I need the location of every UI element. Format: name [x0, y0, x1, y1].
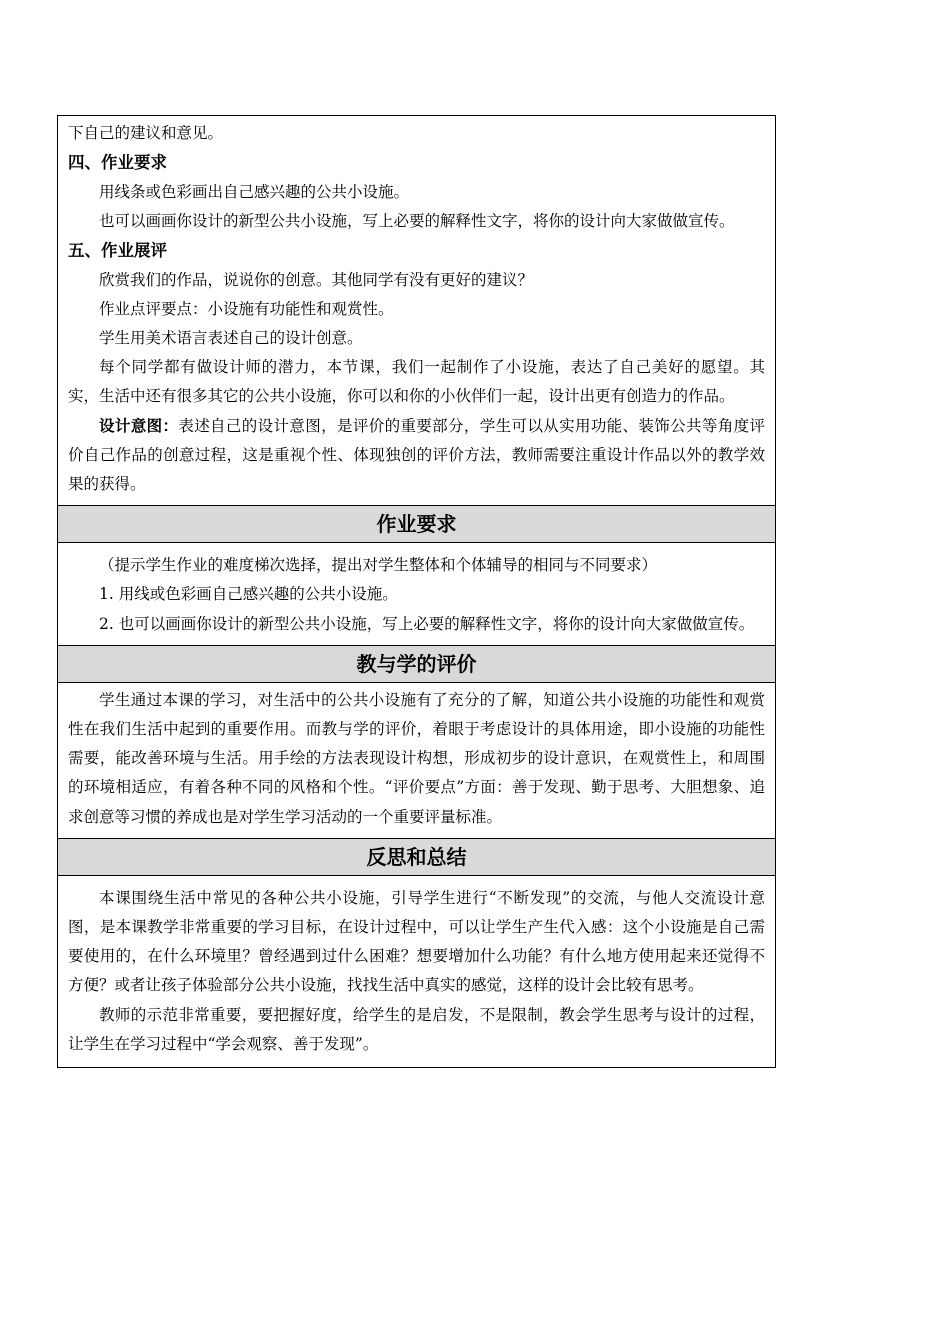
homework-item-1: 1. 用线或色彩画自己感兴趣的公共小设施。	[99, 585, 398, 604]
evaluation-header: 教与学的评价	[58, 645, 775, 683]
homework-cell	[58, 543, 775, 645]
four-paragraph-2: 也可以画画你设计的新型公共小设施，写上必要的解释性文字，将你的设计向大家做做宣传。	[99, 211, 735, 230]
evaluation-text: 学生通过本课的学习，对生活中的公共小设施有了充分的了解，知道公共小设施的功能性和观赏性在我们生活中起到的重要作用。而教与学的评价，着眼于考虑设计的具体用途，即小设施的功能性需要，能改善环境与生活。用手绘的方法表现设计构想，形成初步的设计意识，在观赏性上，和周围的环境相适应，有着各种不同的风格和个性。“评价要点”方面：善于发现、勤于思考、大胆想象、追求创意等习惯的养成也是对学生学习活动的一个重要评量标准。	[68, 690, 765, 826]
lesson-plan-table	[57, 115, 776, 1068]
five-paragraph-1: 欣赏我们的作品，说说你的创意。其他同学有没有更好的建议？	[99, 270, 534, 289]
five-paragraph-2: 作业点评要点：小设施有功能性和观赏性。	[99, 299, 394, 318]
reflection-paragraph-2: 教师的示范非常重要，要把握好度，给学生的是启发，不是限制，教会学生思考与设计的过程，让学生在学习过程中“学会观察、善于发现”。	[68, 1005, 765, 1053]
design-intent-paragraph	[68, 412, 765, 500]
evaluation-cell	[58, 683, 775, 838]
design-intent-label: 设计意图：	[99, 416, 179, 435]
heading-four: 四、作业要求	[68, 153, 167, 173]
heading-five: 五、作业展评	[68, 241, 167, 261]
homework-note: （提示学生作业的难度梯次选择，提出对学生整体和个体辅导的相同与不同要求）	[99, 556, 658, 575]
continued-line: 下自己的建议和意见。	[68, 124, 224, 142]
five-paragraph-3: 学生用美术语言表述自己的设计创意。	[99, 329, 363, 348]
reflection-header: 反思和总结	[58, 838, 775, 876]
homework-item-2: 2. 也可以画画你设计的新型公共小设施，写上必要的解释性文字，将你的设计向大家做做宣传。	[99, 614, 755, 633]
design-intent-text: 表述自己的设计意图，是评价的重要部分，学生可以从实用功能、装饰公共等角度评价自己作品的创意过程，这是重视个性、体现独创的评价方法，教师需要注重设计作品以外的教学效果的获得。	[68, 416, 765, 494]
homework-header: 作业要求	[58, 505, 775, 543]
reflection-cell	[58, 876, 775, 1067]
reflection-paragraph-1: 本课围绕生活中常见的各种公共小设施，引导学生进行“不断发现”的交流，与他人交流设计意图，是本课教学非常重要的学习目标，在设计过程中，可以让学生产生代入感：这个小设施是自己需要使用的，在什么环境里？曾经遇到过什么困难？想要增加什么功能？有什么地方使用起来还觉得不方便？或者让孩子体验部分公共小设施，找找生活中真实的感觉，这样的设计会比较有思考。	[68, 888, 765, 995]
five-paragraph-4: 每个同学都有做设计师的潜力，本节课，我们一起制作了小设施，表达了自己美好的愿望。其实，生活中还有很多其它的公共小设施，你可以和你的小伙伴们一起，设计出更有创造力的作品。	[68, 358, 765, 406]
process-cell	[58, 116, 775, 505]
four-paragraph-1: 用线条或色彩画出自己感兴趣的公共小设施。	[99, 182, 410, 201]
